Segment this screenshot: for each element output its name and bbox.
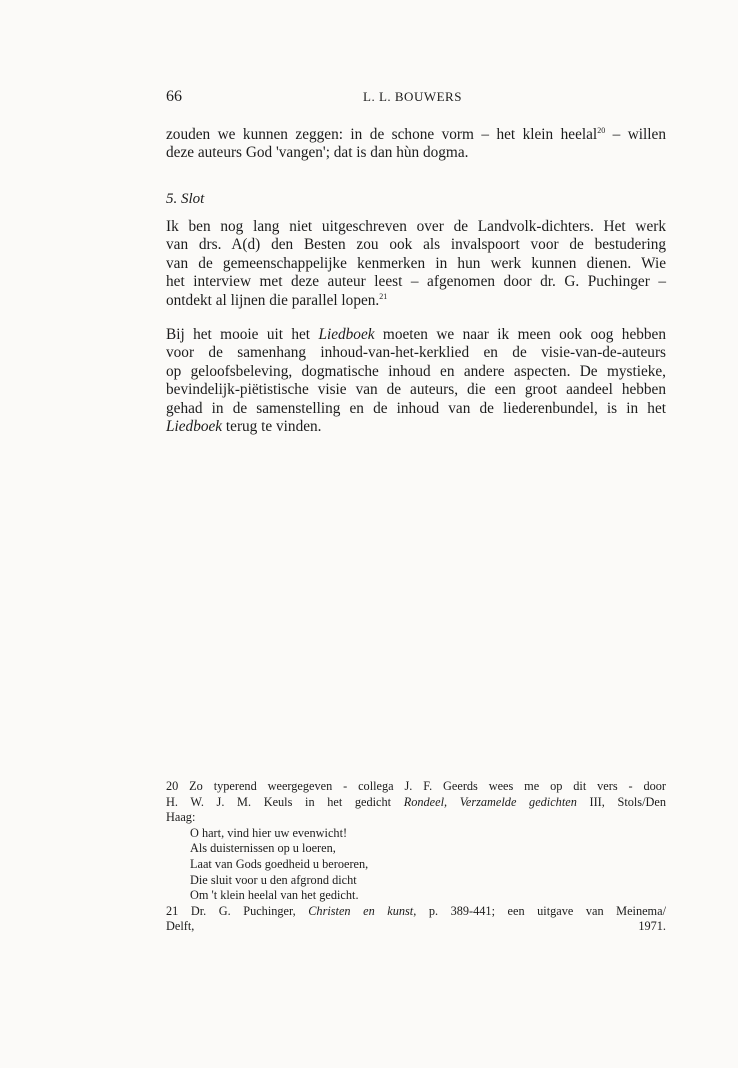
footnote-line: Haag: [166, 810, 196, 825]
footnote-ref-20[interactable]: 20 [597, 126, 606, 135]
footnote-21 [166, 904, 666, 935]
footnote-20 [166, 779, 666, 904]
footnote-line: H. W. J. M. Keuls in het gedicht Rondeel, Verzamelde gedichten III, Stols/Den [166, 794, 666, 809]
paragraph-slot-2 [166, 326, 666, 436]
page-number: 66 [166, 88, 182, 105]
running-head: L. L. BOUWERS [363, 89, 462, 104]
footnote-line: 21 Dr. G. Puchinger, Christen en kunst, p. 389-441; een uitgave van Meinema/ [166, 903, 666, 918]
poem-line: Laat van Gods goedheid u beroeren, [190, 856, 369, 871]
text-line: Bij het mooie uit het Liedboek moeten we naar ik meen ook oog hebben [166, 326, 666, 343]
text-line: Ik ben nog lang niet uitgeschreven over de Landvolk-dichters. Het werk [166, 218, 666, 235]
footnote-line: Delft, 1971. [166, 919, 666, 934]
footnotes [166, 779, 666, 935]
poem-line: Als duisternissen op u loeren, [190, 841, 336, 856]
paragraph-continuation [166, 126, 666, 163]
poem-line: Om 't klein heelal van het gedicht. [190, 888, 359, 903]
text-line: van drs. A(d) den Besten zou ook als invalspoort voor de bestudering [166, 236, 666, 254]
text-line: op geloofsbeleving, dogmatische inhoud en andere aspecten. De mystieke, [166, 362, 666, 380]
text-line: Liedboek terug te vinden. [166, 418, 322, 436]
text-line: gehad in de samenstelling en de inhoud van de liederenbundel, is in het [166, 399, 666, 417]
poem-line: O hart, vind hier uw evenwicht! [190, 825, 348, 840]
text-line: het interview met deze auteur leest – afgenomen door dr. G. Puchinger – [166, 273, 666, 291]
text-line: zouden we kunnen zeggen: in de schone vorm – het klein heelal$^{20}$ – willen [166, 126, 666, 143]
text-line: ontdekt al lijnen die parallel lopen.$^{21}$ [166, 291, 388, 309]
footnote-ref-21[interactable]: 21 [379, 291, 388, 301]
text-line: bevindelijk-piëtistische visie van de auteurs, die een groot aandeel hebben [166, 381, 666, 399]
section-heading: 5. Slot [166, 191, 205, 207]
text-line: van de gemeenschappelijke kenmerken in hun werk kunnen dienen. Wie [166, 254, 666, 272]
text-line: voor de samenhang inhoud-van-het-kerklied en de visie-van-de-auteurs [166, 344, 666, 362]
footnote-line: 20 Zo typerend weergegeven - collega J. F. Geerds wees me op dit vers - door [166, 779, 666, 793]
text-line: deze auteurs God 'vangen'; dat is dan hùn dogma. [166, 144, 469, 162]
paragraph-slot-1 [166, 218, 666, 310]
poem-quote [166, 826, 666, 904]
page-header [166, 88, 666, 110]
poem-line: Die sluit voor u den afgrond dicht [190, 872, 357, 887]
